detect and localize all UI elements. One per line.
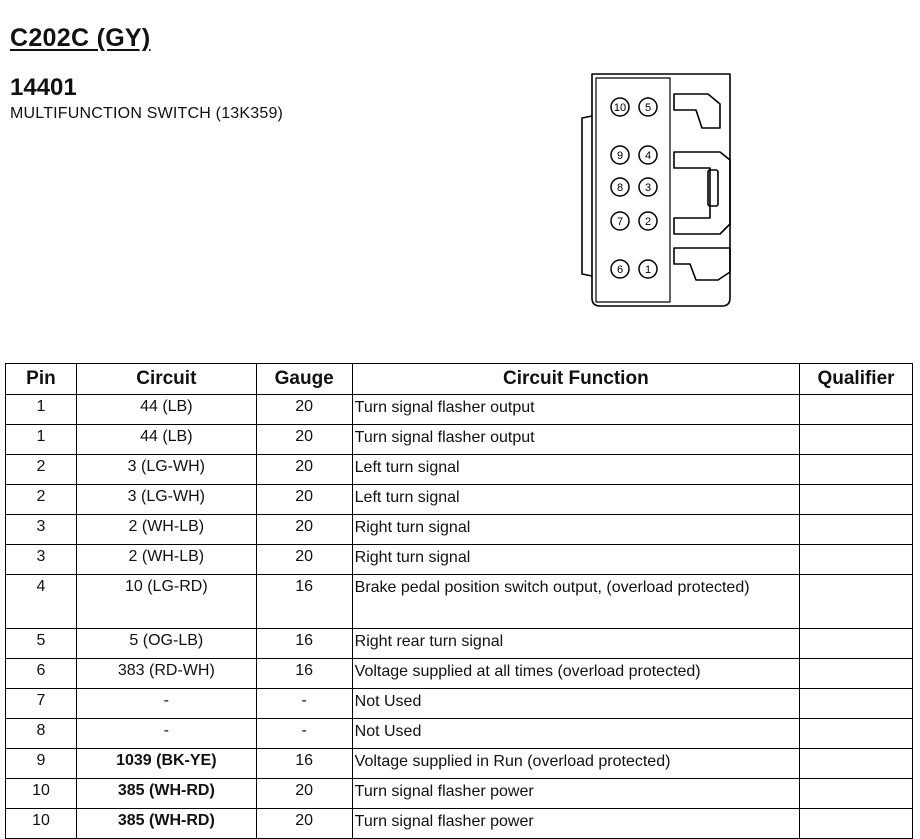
- cell-function: Right turn signal: [352, 515, 799, 545]
- cell-qualifier: [800, 779, 913, 809]
- cell-function: Right rear turn signal: [352, 629, 799, 659]
- cell-gauge: 16: [256, 749, 352, 779]
- connector-title: C202C (GY): [10, 24, 151, 52]
- cell-qualifier: [800, 809, 913, 839]
- cell-circuit: 10 (LG-RD): [76, 575, 256, 629]
- table-row: [6, 425, 913, 455]
- cell-pin: 1: [6, 425, 77, 455]
- column-header-qualifier: Qualifier: [800, 364, 913, 395]
- cell-circuit: 383 (RD-WH): [76, 659, 256, 689]
- cell-gauge: 20: [256, 779, 352, 809]
- cell-function: Voltage supplied at all times (overload protected): [352, 659, 799, 689]
- cell-qualifier: [800, 425, 913, 455]
- cell-gauge: -: [256, 719, 352, 749]
- latch-bottom: [674, 248, 730, 280]
- cell-gauge: 16: [256, 659, 352, 689]
- table-row: [6, 629, 913, 659]
- cell-function: Voltage supplied in Run (overload protected): [352, 749, 799, 779]
- pin-label-5: 5: [644, 102, 652, 114]
- cell-circuit: -: [76, 689, 256, 719]
- cell-pin: 6: [6, 659, 77, 689]
- cell-qualifier: [800, 659, 913, 689]
- table-row: [6, 659, 913, 689]
- pin-label-3: 3: [644, 182, 652, 194]
- connector-face-diagram: [570, 64, 750, 314]
- cell-qualifier: [800, 485, 913, 515]
- pin-label-1: 1: [644, 264, 652, 276]
- cell-pin: 1: [6, 395, 77, 425]
- cell-circuit: 3 (LG-WH): [76, 485, 256, 515]
- cell-qualifier: [800, 515, 913, 545]
- table-row: [6, 809, 913, 839]
- cell-function: Turn signal flasher output: [352, 395, 799, 425]
- table-row: [6, 455, 913, 485]
- cell-function: Brake pedal position switch output, (overload protected): [352, 575, 799, 629]
- latch-middle: [674, 152, 730, 234]
- cell-gauge: 16: [256, 575, 352, 629]
- cell-pin: 4: [6, 575, 77, 629]
- cell-pin: 9: [6, 749, 77, 779]
- cell-circuit: 2 (WH-LB): [76, 515, 256, 545]
- cell-pin: 5: [6, 629, 77, 659]
- cell-gauge: 20: [256, 455, 352, 485]
- table-row: [6, 749, 913, 779]
- cell-gauge: 16: [256, 629, 352, 659]
- cell-gauge: 20: [256, 485, 352, 515]
- housing-inner-outline: [596, 78, 670, 302]
- cell-function: Turn signal flasher power: [352, 779, 799, 809]
- cell-pin: 10: [6, 779, 77, 809]
- cell-gauge: 20: [256, 395, 352, 425]
- cell-pin: 2: [6, 485, 77, 515]
- latch-top: [674, 94, 720, 128]
- table-header-row: [6, 364, 913, 395]
- cell-function: Turn signal flasher output: [352, 425, 799, 455]
- cell-circuit: 3 (LG-WH): [76, 455, 256, 485]
- table-row: [6, 545, 913, 575]
- cell-pin: 10: [6, 809, 77, 839]
- cell-pin: 3: [6, 515, 77, 545]
- table-row: [6, 779, 913, 809]
- cell-gauge: 20: [256, 545, 352, 575]
- cell-gauge: 20: [256, 809, 352, 839]
- cell-qualifier: [800, 689, 913, 719]
- cell-qualifier: [800, 719, 913, 749]
- cell-circuit: 385 (WH-RD): [76, 809, 256, 839]
- cell-gauge: 20: [256, 515, 352, 545]
- table-row: [6, 689, 913, 719]
- cell-gauge: 20: [256, 425, 352, 455]
- pin-label-4: 4: [644, 150, 652, 162]
- column-header-gauge: Gauge: [256, 364, 352, 395]
- cell-circuit: 5 (OG-LB): [76, 629, 256, 659]
- cell-pin: 7: [6, 689, 77, 719]
- pin-label-7: 7: [616, 216, 624, 228]
- table-row: [6, 719, 913, 749]
- cell-circuit: 385 (WH-RD): [76, 779, 256, 809]
- cell-circuit: 44 (LB): [76, 425, 256, 455]
- cell-pin: 8: [6, 719, 77, 749]
- part-description: MULTIFUNCTION SWITCH (13K359): [10, 105, 284, 122]
- column-header-pin: Pin: [6, 364, 77, 395]
- housing-left-lip: [582, 116, 592, 276]
- pin-label-8: 8: [616, 182, 624, 194]
- cell-circuit: 44 (LB): [76, 395, 256, 425]
- cell-function: Right turn signal: [352, 545, 799, 575]
- cell-function: Left turn signal: [352, 485, 799, 515]
- cell-pin: 2: [6, 455, 77, 485]
- cell-gauge: -: [256, 689, 352, 719]
- table-row: [6, 485, 913, 515]
- cell-qualifier: [800, 749, 913, 779]
- cell-function: Left turn signal: [352, 455, 799, 485]
- cell-pin: 3: [6, 545, 77, 575]
- pin-label-10: 10: [613, 102, 627, 114]
- cell-qualifier: [800, 575, 913, 629]
- table-row: [6, 515, 913, 545]
- cell-qualifier: [800, 455, 913, 485]
- column-header-circuit: Circuit: [76, 364, 256, 395]
- pinout-table: [5, 363, 913, 839]
- pin-label-6: 6: [616, 264, 624, 276]
- pin-label-2: 2: [644, 216, 652, 228]
- cell-circuit: 1039 (BK-YE): [76, 749, 256, 779]
- pin-label-9: 9: [616, 150, 624, 162]
- table-row: [6, 395, 913, 425]
- cell-qualifier: [800, 395, 913, 425]
- cell-circuit: -: [76, 719, 256, 749]
- table-row: [6, 575, 913, 629]
- column-header-circuit-function: Circuit Function: [352, 364, 799, 395]
- cell-qualifier: [800, 629, 913, 659]
- cell-function: Turn signal flasher power: [352, 809, 799, 839]
- cell-function: Not Used: [352, 689, 799, 719]
- part-number: 14401: [10, 74, 77, 101]
- cell-circuit: 2 (WH-LB): [76, 545, 256, 575]
- cell-function: Not Used: [352, 719, 799, 749]
- cell-qualifier: [800, 545, 913, 575]
